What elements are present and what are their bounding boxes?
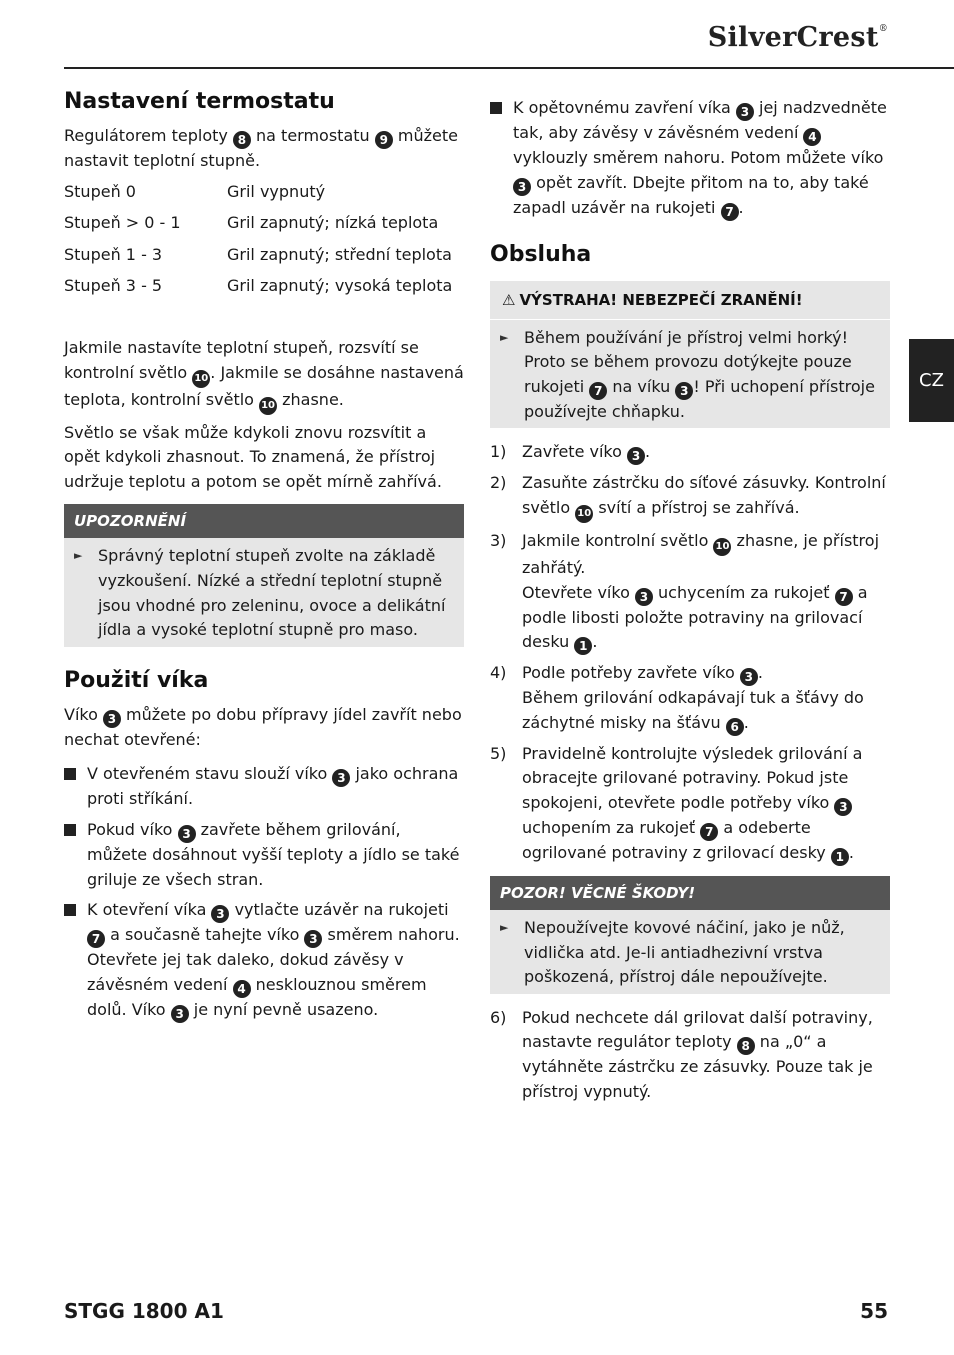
operation-steps: [490, 440, 890, 866]
square-bullet-icon: [64, 768, 76, 780]
table-row: [64, 180, 452, 212]
part-number-badge: 3: [834, 798, 852, 816]
list-item: [490, 440, 890, 465]
list-item: K opětovnému zavření víka 3 jej nadzvedněte tak, aby závěsy v závěsném vedení 4 vyklouzly směrem nahoru. Potom můžete víko 3 opět zavřít. Dbejte přitom na to, aby také zapadl uzávěr na rukojeti 7 .: [490, 96, 890, 221]
step-number: 5): [490, 743, 507, 763]
page-number: 55: [860, 1299, 888, 1323]
part-number-badge: 1: [831, 848, 849, 866]
damage-notice-text: Nepoužívejte kovové náčiní, jako je nůž, vidlička atd. Je-li antiadhezivní vrstva poškozená, přístroj dále nepoužívejte.: [524, 917, 845, 987]
list-item: Pokud víko 3 zavřete během grilování, můžete dosáhnout vyšší teploty a jídlo se také griluje ze všech stran.: [64, 818, 464, 892]
step-number: 6): [490, 1007, 507, 1027]
step-text: Pravidelně kontrolujte výsledek grilování a obracejte grilované potraviny. Pokud jste spokojeni, otevřete podle potřeby víko 3 uchopením za rukojeť 7 a odeberte ogrilované potraviny z grilovací desky 1 .: [522, 743, 863, 864]
damage-notice-box: [490, 876, 890, 994]
part-number-badge: 10: [713, 538, 731, 556]
level-cell: Stupeň 1 - 3: [64, 244, 163, 264]
level-cell: Stupeň > 0 - 1: [64, 213, 181, 233]
brand-logo: SilverCrest®: [707, 22, 888, 53]
list-item: [490, 471, 890, 523]
warning-triangle-icon: ⚠: [502, 290, 516, 309]
damage-notice-title: POZOR! VĚCNÉ ŠKODY!: [490, 876, 890, 910]
left-column: [64, 88, 464, 1029]
notice-box: [64, 504, 464, 646]
step-number: 1): [490, 442, 507, 462]
part-number-badge: 4: [803, 128, 821, 146]
list-item: [490, 742, 890, 866]
part-number-badge: 7: [721, 203, 739, 221]
section-title-operation: Obsluha: [490, 241, 592, 267]
part-number-badge: 3: [675, 382, 693, 400]
table-row: [64, 243, 452, 275]
lid-intro: Víko 3 můžete po dobu přípravy jídel zavřít nebo nechat otevřené:: [64, 704, 462, 749]
arrow-bullet-icon: ►: [500, 330, 509, 344]
part-number-badge: 8: [233, 131, 251, 149]
step-number: 2): [490, 473, 507, 493]
warning-title: VÝSTRAHA! NEBEZPEČÍ ZRANĚNÍ!: [519, 290, 803, 309]
level-cell: Stupeň 0: [64, 181, 136, 201]
notice-title: UPOZORNĚNÍ: [64, 504, 464, 538]
table-row: [64, 274, 452, 306]
part-number-badge: 3: [332, 769, 350, 787]
arrow-bullet-icon: ►: [74, 549, 83, 563]
part-number-badge: 3: [627, 447, 645, 465]
part-number-badge: 6: [726, 718, 744, 736]
part-number-badge: 10: [259, 397, 277, 415]
part-number-badge: 3: [736, 103, 754, 121]
square-bullet-icon: [64, 904, 76, 916]
part-number-badge: 3: [211, 905, 229, 923]
square-bullet-icon: [64, 824, 76, 836]
notice-text: Správný teplotní stupeň zvolte na základě vyzkoušení. Nízké a střední teplotní stupně jsou vhodné pro zeleninu, ovoce a delikátní jídla a vysoké teplotní stupně pro maso.: [98, 546, 446, 640]
lid-bullet-list: [64, 762, 464, 1022]
part-number-badge: 3: [178, 825, 196, 843]
part-number-badge: 7: [700, 823, 718, 841]
step-text: Zasuňte zástrčku do síťové zásuvky. Kontrolní světlo 10 svítí a přístroj se zahřívá.: [522, 471, 890, 523]
temperature-table: [64, 180, 452, 306]
description-cell: Gril zapnutý; nízká teplota: [227, 213, 439, 233]
list-item: V otevřeném stavu slouží víko 3 jako ochrana proti stříkání.: [64, 762, 464, 812]
part-number-badge: 10: [192, 370, 210, 388]
light-paragraph: Světlo se však může kdykoli znovu rozsvítit a opět kdykoli zhasnout. To znamená, že přístroj udržuje teplotu a potom se opět mírně zahřívá.: [64, 422, 442, 491]
header-rule: [64, 67, 954, 69]
indicator-paragraph: Jakmile nastavíte teplotní stupeň, rozsvítí se kontrolní světlo 10 . Jakmile se dosáhne nastavená teplota, kontrolní světlo 10 zhasne.: [64, 336, 464, 415]
part-number-badge: 3: [103, 710, 121, 728]
thermostat-intro: Regulátorem teploty 8 na termostatu 9 můžete nastavit teplotní stupně.: [64, 126, 458, 170]
part-number-badge: 4: [233, 980, 251, 998]
part-number-badge: 3: [171, 1005, 189, 1023]
description-cell: Gril vypnutý: [227, 181, 326, 201]
list-item: [490, 1006, 890, 1105]
section-title-thermostat: Nastavení termostatu: [64, 89, 335, 114]
part-number-badge: 3: [740, 668, 758, 686]
warning-text: Během používání je přístroj velmi horký! Proto se během provozu dotýkejte pouze rukojeti 7 na víku 3 ! Při uchopení přístroje používejte chňapku.: [524, 327, 875, 421]
list-item: [490, 529, 890, 655]
footer-model: STGG 1800 A1: [64, 1299, 224, 1323]
part-number-badge: 7: [835, 588, 853, 606]
arrow-bullet-icon: ►: [500, 920, 509, 934]
level-cell: Stupeň 3 - 5: [64, 276, 163, 296]
part-number-badge: 10: [575, 505, 593, 523]
right-column: [490, 96, 890, 1111]
section-title-lid: Použití víka: [64, 667, 209, 693]
part-number-badge: 7: [87, 930, 105, 948]
table-row: [64, 211, 452, 243]
part-number-badge: 1: [574, 637, 592, 655]
description-cell: Gril zapnutý; střední teplota: [227, 244, 452, 264]
part-number-badge: 3: [304, 930, 322, 948]
part-number-badge: 3: [635, 588, 653, 606]
part-number-badge: 8: [737, 1037, 755, 1055]
step-text: Jakmile kontrolní světlo 10 zhasne, je přístroj zahřátý. Otevřete víko 3 uchycením za rukojeť 7 a podle libosti položte potraviny na grilovací desku 1 .: [522, 530, 880, 654]
part-number-badge: 3: [513, 178, 531, 196]
step-text: Zavřete víko 3 .: [522, 442, 651, 464]
step-text: Podle potřeby zavřete víko 3 . Během grilování odkapávají tuk a šťávy do záchytné misky na šťávu 6 .: [522, 663, 864, 734]
part-number-badge: 7: [589, 382, 607, 400]
square-bullet-icon: [490, 102, 502, 114]
language-tab: CZ: [909, 339, 954, 422]
step-number: 4): [490, 663, 507, 683]
list-item: K otevření víka 3 vytlačte uzávěr na rukojeti 7 a současně tahejte víko 3 směrem nahoru. Otevřete jej tak daleko, dokud závěsy v závěsném vedení 4 nesklouznou směrem dolů. Víko 3 je nyní pevně usazeno.: [64, 898, 464, 1023]
step-number: 3): [490, 530, 507, 550]
step-text: Pokud nechcete dál grilovat další potraviny, nastavte regulátor teploty 8 na „0“ a vytáhněte zástrčku ze zásuvky. Pouze tak je přístroj vypnutý.: [522, 1007, 873, 1101]
part-number-badge: 9: [375, 131, 393, 149]
list-item: [490, 661, 890, 736]
warning-box: [490, 281, 890, 429]
description-cell: Gril zapnutý; vysoká teplota: [227, 276, 453, 296]
